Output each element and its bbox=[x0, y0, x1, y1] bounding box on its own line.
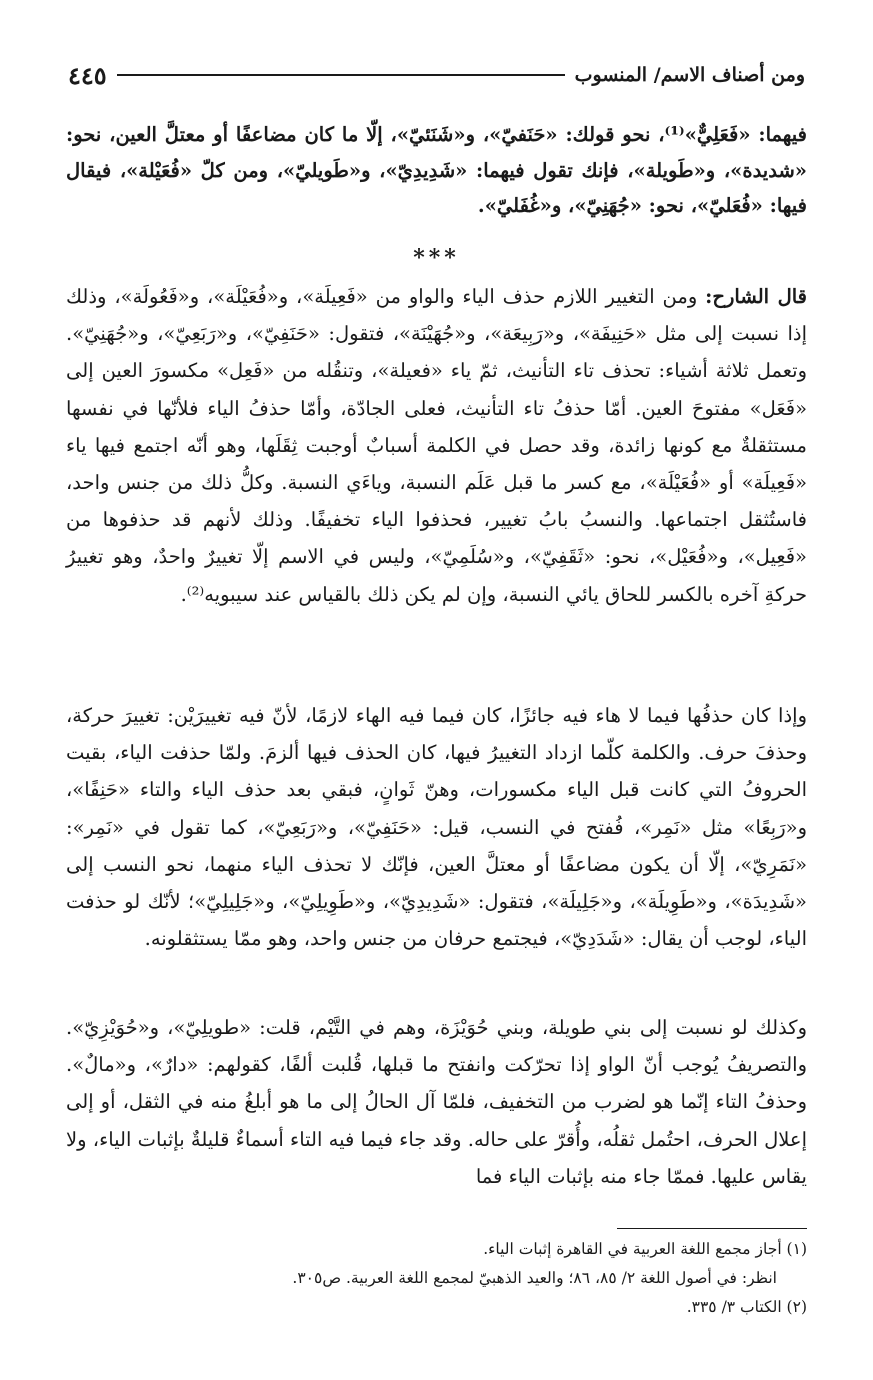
page-number: ٤٤٥ bbox=[68, 60, 107, 90]
footnotes bbox=[66, 1228, 807, 1322]
body-paragraph-2: وإذا كان حذفُها فيما لا هاء فيه جائزًا، كان فيما فيه الهاء لازمًا، لأنّ فيه تغييرَيْن: تغييرَ حركة، وحذفَ حرف. والكلمة كلّما ازداد التغييرُ فيها، كان الحذف فيها ألزمَ. ولمّا حذفت الياء، بقيت الحروفُ التي كانت قبل الياء مكسورات، وهنّ ثَوانٍ، فبقي بعد حذف الياء والتاء «حَنِفًا»، و«رَبِعًا» مثل «نَمِر»، فُفتح في النسب، قيل: «حَنَفِيّ»، و«رَبَعِيّ»، كما تقول في «نَمِر»: «نَمَرِيّ»، إلّا أن يكون مضاعفًا أو معتلَّ العين، فإنّك لا تحذف الياء منهما، نحو النسب إلى «شَدِيدَة»، و«طَوِيلَة»، و«جَلِيلَة»، فتقول: «شَدِيدِيّ»، و«طَوِيلِيّ»، و«جَلِيلِيّ»؛ لأنّك لو حذفت الياء، لوجب أن يقال: «شَدَدِيّ»، فيجتمع حرفان من جنس واحد، وهو ممّا يستثقلونه. bbox=[66, 704, 807, 951]
running-header bbox=[68, 55, 805, 95]
matn-text: فيهما: «فَعَلِيٌّ»⁽¹⁾، نحو قولك: «حَنَفيّ»، و«شَنَئيّ»، إلّا ما كان مضاعفًا أو معتلَّ العين، نحو: «شديدة»، و«طَويلة»، فإنك تقول فيهما: «شَدِيدِيّ»، و«طَويليّ»، ومن كلّ «فُعَيْلة»، فيقال فيها: «فُعَليّ»، نحو: «جُهَنِيّ»، و«غُفَليّ». bbox=[66, 123, 807, 217]
sharh-paragraph bbox=[66, 278, 807, 613]
footnote-1: (١) أجاز مجمع اللغة العربية في القاهرة إثبات الياء. bbox=[483, 1240, 807, 1258]
section-separator: *** bbox=[413, 245, 460, 271]
footnote-rule bbox=[617, 1228, 807, 1229]
footnote-1-continued: انظر: في أصول اللغة ٢/ ٨٥، ٨٦؛ والعيد الذهبيّ لمجمع اللغة العربية. ص٣٠٥. bbox=[292, 1269, 777, 1287]
body-paragraph-3: وكذلك لو نسبت إلى بني طويلة، وبني حُوَيْزَة، وهم في التَّيْم، قلت: «طويلِيّ»، و«حُوَيْزِيّ». والتصريفُ يُوجب أنّ الواو إذا تحرّكت وانفتح ما قبلها، قُلبت ألفًا، كقولهم: «دارٌ»، و«مالٌ». وحذفُ التاء إنّما هو لضرب من التخفيف، فلمّا آل الحالُ إلى ما هو أبلغُ منه في الثقل، أو إلى إعلال الحرف، احتُمل ثقلُه، وأُقرّ على حاله. وقد جاء فيما فيه التاء أسماءٌ قليلةٌ بإثبات الياء، ولا يقاس عليها. فممّا جاء منه بإثبات الياء فما bbox=[66, 1016, 807, 1188]
chapter-title: ومن أصناف الاسم/ المنسوب bbox=[574, 64, 805, 86]
sharh-text: ومن التغيير اللازم حذف الياء والواو من «فَعِيلَة»، و«فُعَيْلَة»، و«فَعُولَة»، وذلك إذا نسبت إلى مثل «حَنِيفَة»، و«رَبِيعَة»، و«جُهَيْنَة»، فتقول: «حَنَفِيّ»، و«رَبَعِيّ»، و«جُهَنِيّ». وتعمل ثلاثة أشياء: تحذف تاء التأنيث، ثمّ ياء «فعيلة»، وتنقُله من «فَعِل» مكسورَ العين إلى «فَعَل» مفتوحَ العين. أمّا حذفُ تاء التأنيث، فعلى الجادّة، وأمّا حذفُ الياء فلأنّها في نفسها مستثقلةٌ مع كونها زائدة، وقد حصل في الكلمة أسبابٌ أوجبت ثِقَلَها، وهو أنّه اجتمع فيها ياء «فَعِيلَة» أو «فُعَيْلَة»، مع كسر ما قبل عَلَم النسبة، وياءَي النسبة. وكلُّ ذلك من جنس واحد، فاستُثقل اجتماعها. والنسبُ بابُ تغيير، فحذفوا الياء تخفيفًا. وذلك لأنهم قد حذفوها من «فَعِيل»، و«فُعَيْل»، نحو: «ثَقَفِيّ»، و«سُلَمِيّ»، وليس في الاسم إلّا تغييرٌ واحدٌ، وهو تغييرُ حركةِ آخره بالكسر للحاق يائي النسبة، وإن لم يكن ذلك بالقياس عند سيبويه⁽²⁾. bbox=[66, 285, 807, 606]
footnote-2: (٢) الكتاب ٣/ ٣٣٥. bbox=[686, 1298, 807, 1316]
header-rule bbox=[117, 74, 565, 76]
sharh-speaker: قال الشارح: bbox=[705, 285, 807, 308]
